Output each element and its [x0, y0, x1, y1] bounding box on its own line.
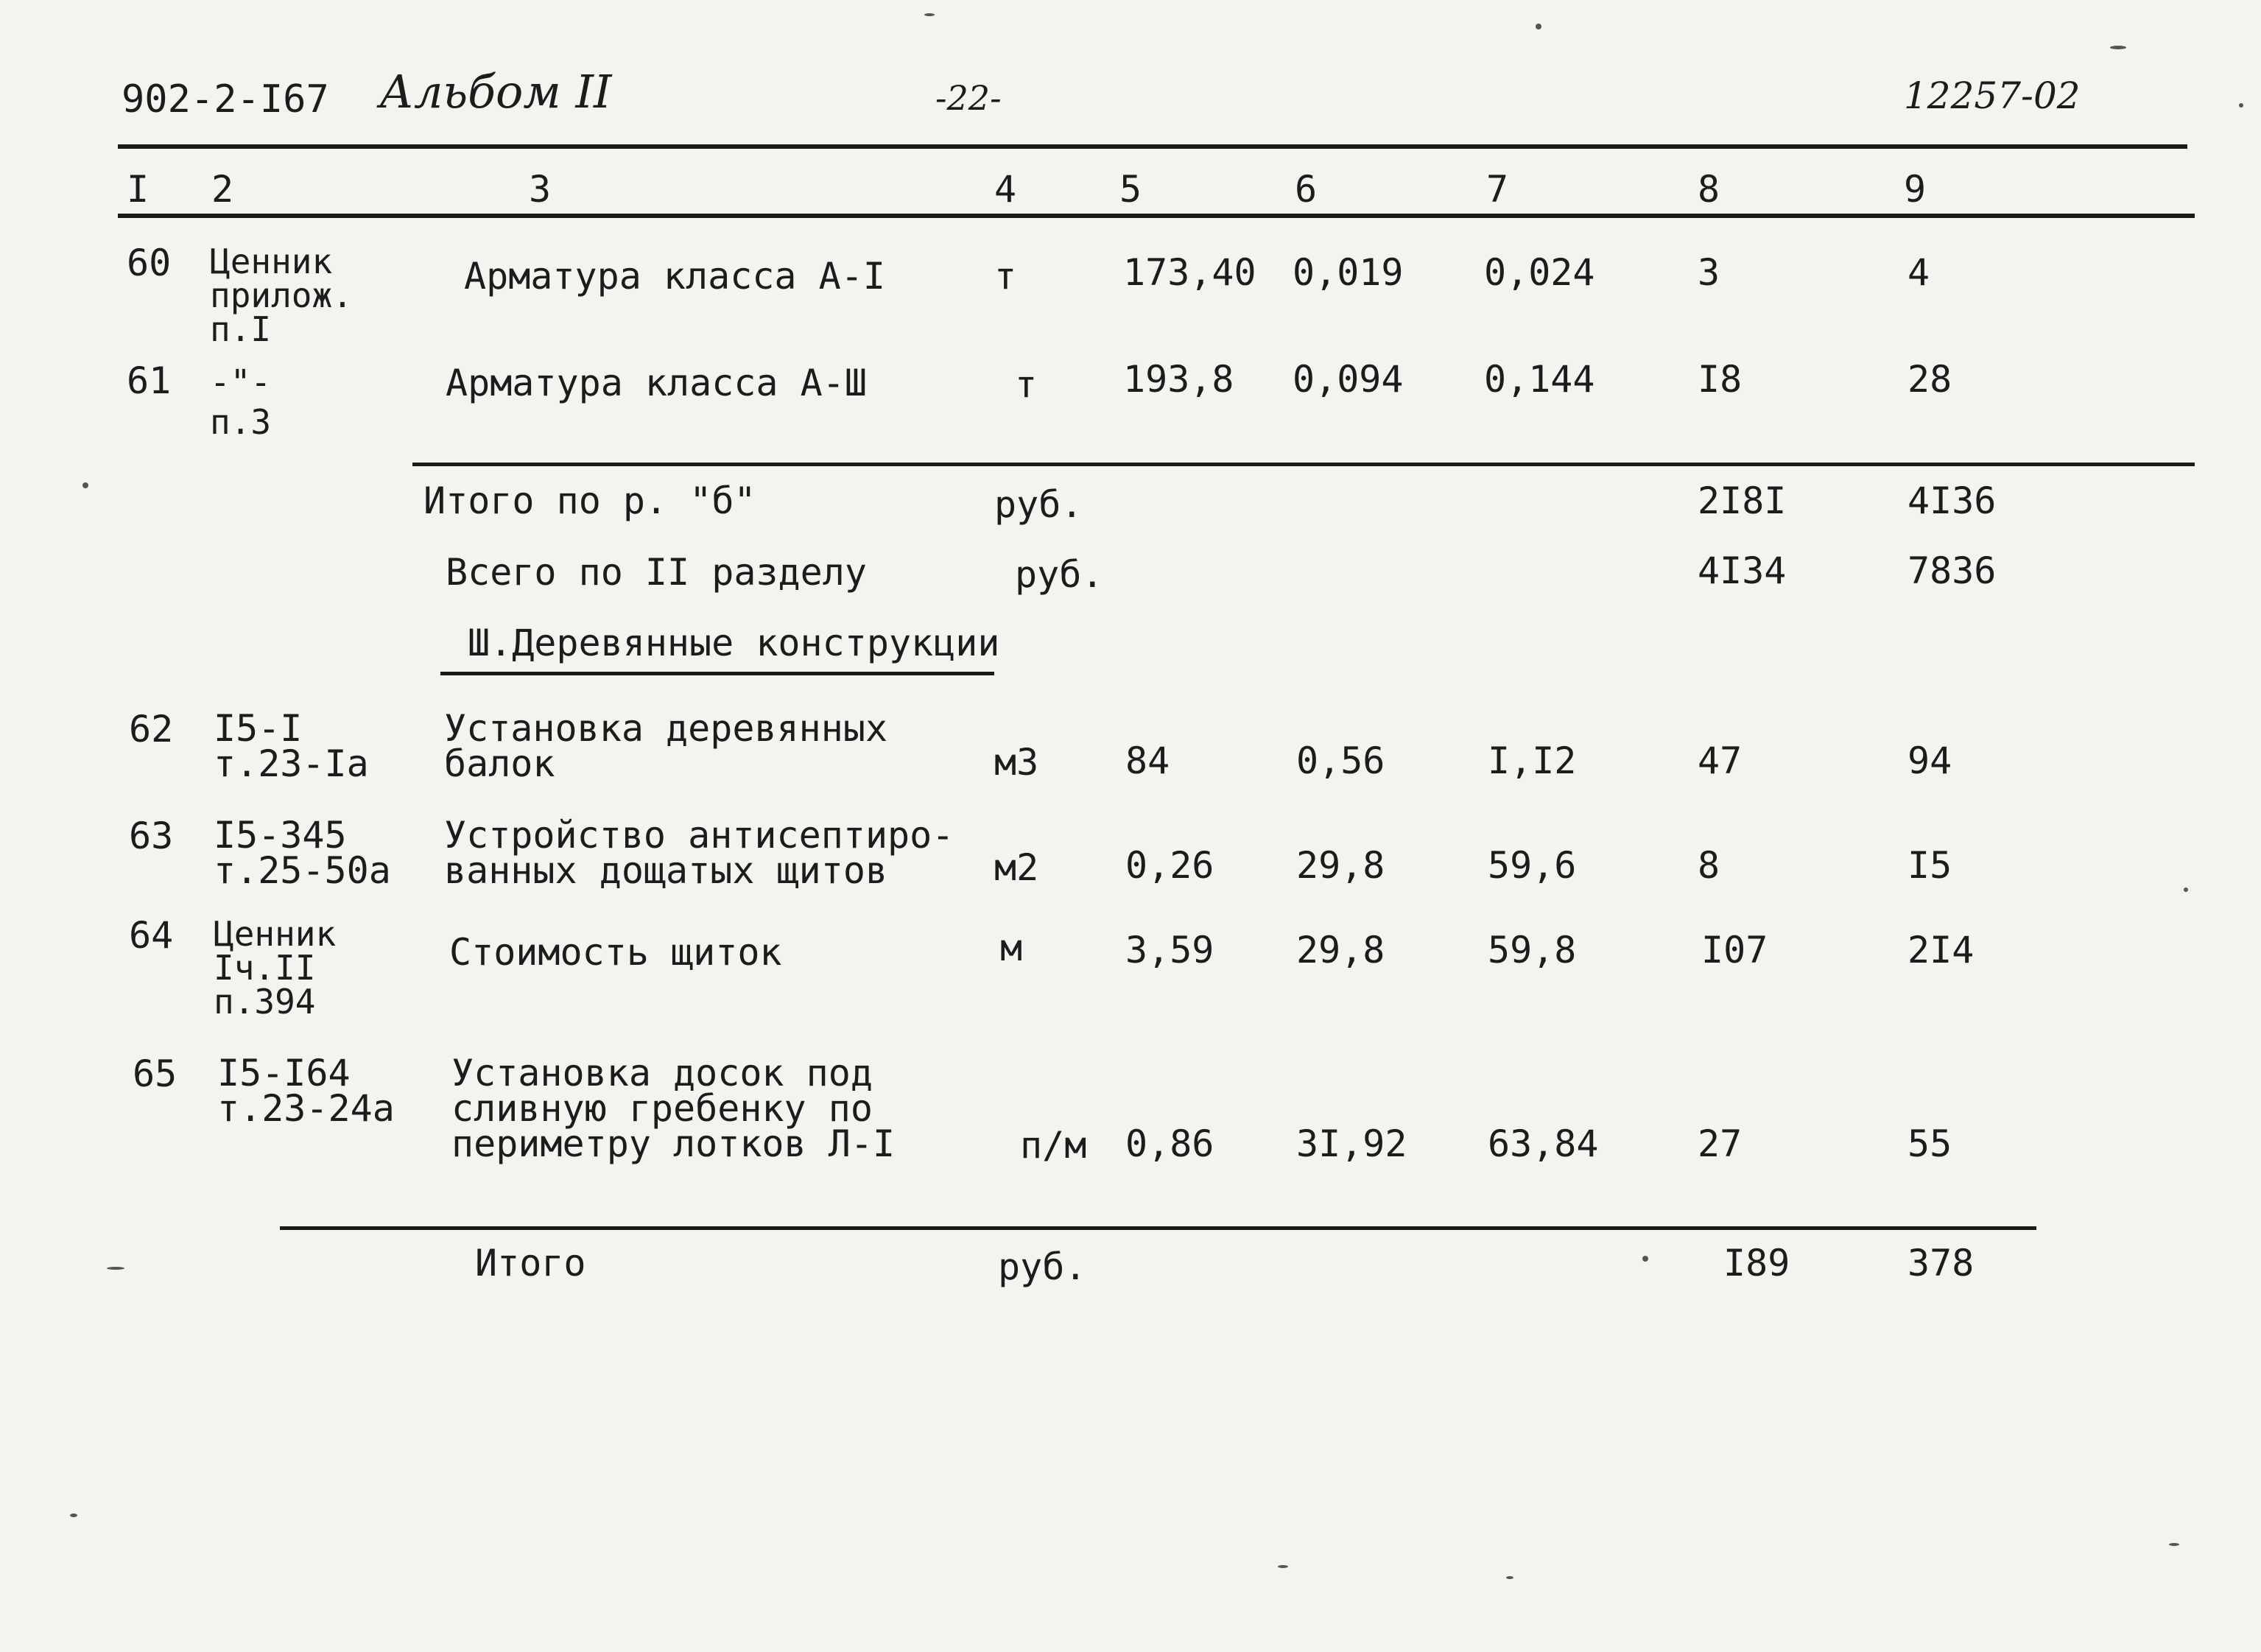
value-col9: 28 — [1907, 358, 1952, 401]
value-col9: I5 — [1907, 844, 1952, 887]
price-reference: -"- п.3 — [210, 362, 272, 442]
unit: т — [994, 255, 1017, 298]
col-number-7: 7 — [1486, 168, 1509, 211]
value-col8: 47 — [1698, 739, 1743, 782]
section-total-col8: 4I34 — [1698, 549, 1787, 592]
col-number-2: 2 — [211, 168, 234, 211]
total-rule — [280, 1226, 2036, 1230]
value-col6: 29,8 — [1296, 929, 1385, 971]
col-number-5: 5 — [1119, 168, 1142, 211]
unit-price: 173,40 — [1123, 251, 1256, 294]
total-col8: I89 — [1723, 1242, 1790, 1284]
total-unit: руб. — [998, 1245, 1087, 1288]
subtotal-rule — [412, 463, 2195, 466]
value-col7: I,I2 — [1488, 739, 1577, 782]
value-col7: 0,144 — [1484, 358, 1595, 401]
scan-speck — [924, 13, 935, 16]
value-col9: 55 — [1907, 1122, 1952, 1165]
value-col7: 59,6 — [1488, 844, 1577, 887]
subtotal-unit: руб. — [994, 483, 1083, 526]
document-code: 902-2-I67 — [122, 77, 329, 122]
value-col6: 0,094 — [1293, 358, 1404, 401]
value-col7: 0,024 — [1484, 251, 1595, 294]
total-label: Итого — [475, 1242, 586, 1284]
page-number: -22- — [935, 78, 1002, 118]
inventory-number: 12257-02 — [1904, 74, 2081, 117]
item-name: Арматура класса А-I — [464, 255, 885, 298]
subtotal-label: Итого по р. "б" — [423, 479, 756, 522]
scan-speck — [70, 1514, 77, 1517]
row-number: 63 — [129, 815, 174, 857]
col-number-3: 3 — [529, 168, 552, 211]
scan-speck — [1506, 1576, 1513, 1579]
row-number: 61 — [127, 359, 172, 402]
scan-speck — [2239, 103, 2243, 108]
row-number: 65 — [133, 1052, 177, 1095]
scan-speck — [1536, 24, 1541, 29]
value-col8: I8 — [1698, 358, 1743, 401]
unit: т — [1015, 363, 1038, 406]
price-reference: I5-I т.23-Iа — [214, 707, 369, 785]
item-name: Установка деревянных балок — [444, 707, 888, 785]
col-number-4: 4 — [994, 168, 1017, 211]
value-col6: 0,56 — [1296, 739, 1385, 782]
price-reference: Ценник Iч.II п.394 — [214, 914, 337, 1022]
value-col9: 4 — [1907, 251, 1930, 294]
unit: м2 — [994, 846, 1039, 889]
section-total-unit: руб. — [1015, 553, 1104, 596]
unit: п/м — [1020, 1124, 1087, 1167]
value-col8: 3 — [1698, 251, 1720, 294]
section-total-col9: 7836 — [1907, 549, 1997, 592]
total-col9: 378 — [1907, 1242, 1975, 1284]
value-col8: 27 — [1698, 1122, 1743, 1165]
item-name: Арматура класса А-Ш — [446, 362, 867, 404]
value-col9: 2I4 — [1907, 929, 1975, 971]
col-number-9: 9 — [1904, 168, 1927, 211]
scan-speck — [107, 1267, 124, 1270]
col-number-1: I — [127, 168, 150, 211]
unit-price: 0,26 — [1125, 844, 1214, 887]
item-name: Установка досок под сливную гребенку по периметру лотков Л-I — [451, 1052, 896, 1165]
row-number: 62 — [129, 708, 174, 751]
price-reference: Ценник прилож. п.I — [210, 242, 353, 349]
price-reference: I5-345 т.25-50а — [214, 814, 391, 892]
scan-speck — [1278, 1565, 1288, 1568]
section-total-label: Всего по II разделу — [446, 551, 867, 594]
value-col6: 0,019 — [1293, 251, 1404, 294]
value-col8: I07 — [1701, 929, 1768, 971]
col-number-6: 6 — [1295, 168, 1318, 211]
value-col7: 59,8 — [1488, 929, 1577, 971]
unit: м3 — [994, 741, 1039, 784]
column-header-rule — [118, 214, 2195, 218]
unit-price: 3,59 — [1125, 929, 1214, 971]
scan-speck — [82, 482, 88, 488]
value-col9: 94 — [1907, 739, 1952, 782]
value-col7: 63,84 — [1488, 1122, 1599, 1165]
unit-price: 0,86 — [1125, 1122, 1214, 1165]
subtotal-col9: 4I36 — [1907, 479, 1997, 522]
unit-price: 193,8 — [1123, 358, 1234, 401]
row-number: 64 — [129, 914, 174, 957]
scan-speck — [1642, 1256, 1648, 1262]
price-reference: I5-I64 т.23-24а — [217, 1052, 395, 1130]
unit: м — [1000, 927, 1023, 969]
row-number: 60 — [127, 242, 172, 284]
section-title: Ш.Деревянные конструкции — [468, 622, 1000, 664]
value-col8: 8 — [1698, 844, 1720, 887]
unit-price: 84 — [1125, 739, 1170, 782]
value-col6: 29,8 — [1296, 844, 1385, 887]
scan-speck — [2110, 46, 2126, 49]
section-title-underline — [440, 672, 994, 675]
item-name: Устройство антисептиро- ванных дощатых щитов — [444, 814, 954, 892]
scan-speck — [2169, 1543, 2179, 1546]
value-col6: 3I,92 — [1296, 1122, 1407, 1165]
album-label: Альбом II — [379, 65, 612, 119]
scan-speck — [2184, 887, 2188, 892]
col-number-8: 8 — [1698, 168, 1720, 211]
subtotal-col8: 2I8I — [1698, 479, 1787, 522]
header-rule — [118, 144, 2187, 149]
item-name: Стоимость щиток — [449, 931, 782, 974]
